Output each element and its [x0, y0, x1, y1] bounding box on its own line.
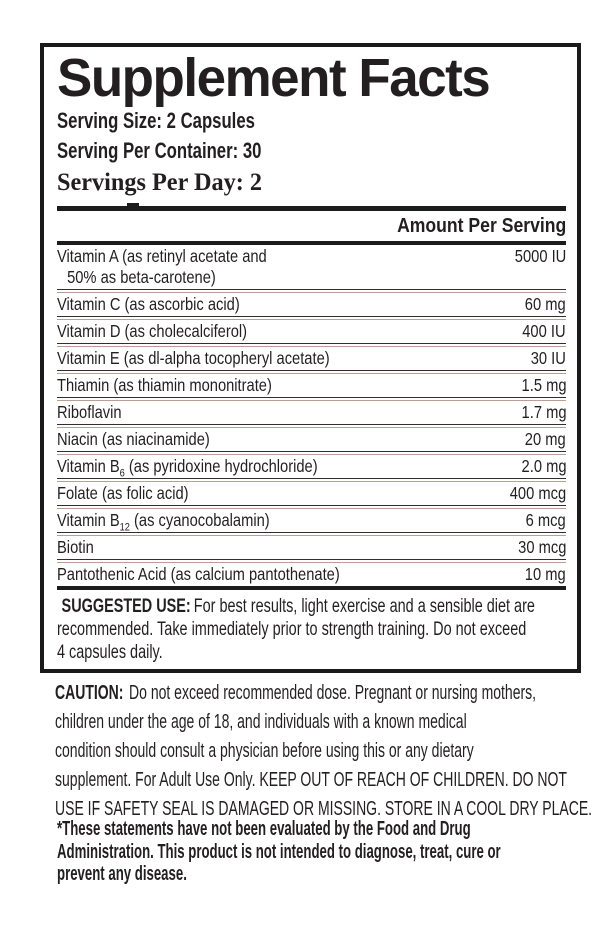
- nutrient-amount: 20 mg: [525, 429, 566, 449]
- table-row: [57, 245, 566, 289]
- nutrient-amount: 2.0 mg: [521, 456, 566, 476]
- text-line: 4 capsules daily.: [57, 642, 163, 663]
- nutrient-name: Thiamin (as thiamin mononitrate): [57, 375, 272, 395]
- nutrient-amount: 30 mcg: [517, 537, 566, 557]
- text-line: supplement. For Adult Use Only. KEEP OUT OF REACH OF CHILDREN. DO NOT: [55, 769, 567, 791]
- suggested-use-paragraph: [57, 595, 566, 664]
- caution-paragraph: [55, 679, 600, 824]
- servings-per-day-text: Servings Per Day: 2: [57, 169, 262, 196]
- nutrient-name: Folate (as folic acid): [57, 483, 189, 503]
- amount-per-serving-text: Amount Per Serving: [396, 215, 566, 237]
- servings-per-container-line: [57, 136, 566, 166]
- nutrient-name: Pantothenic Acid (as calcium pantothenate): [57, 564, 340, 584]
- table-row: [57, 482, 566, 505]
- table-row: [57, 536, 566, 559]
- table-row: [57, 293, 566, 316]
- nutrient-amount: 400 mcg: [509, 483, 566, 503]
- nutrient-name: Vitamin D (as cholecalciferol): [57, 321, 248, 341]
- text-line: children under the age of 18, and individuals with a known medical: [55, 711, 467, 733]
- text-line: *These statements have not been evaluated by the Food and Drug: [57, 818, 471, 840]
- nutrient-name-line2: 50% as beta-carotene): [67, 267, 216, 287]
- table-row: [57, 455, 566, 478]
- text-line: SUGGESTED USE: For best results, light exercise and a sensible diet are: [61, 596, 535, 617]
- table-row: [57, 563, 566, 586]
- vitamin-table: [57, 245, 566, 586]
- text-line: USE IF SAFETY SEAL IS DAMAGED OR MISSING. STORE IN A COOL DRY PLACE.: [55, 798, 593, 820]
- supplement-facts-panel: [40, 43, 581, 673]
- table-row: [57, 401, 566, 424]
- nutrient-amount: 400 IU: [522, 321, 566, 341]
- servings-per-container-text: Serving Per Container: 30: [57, 138, 262, 163]
- table-row: [57, 428, 566, 451]
- table-row: [57, 374, 566, 397]
- nutrient-name: Vitamin $B_{12}$ (as cyanocobalamin): [57, 510, 270, 534]
- nutrient-name: Vitamin $B_6$ (as pyridoxine hydrochloride): [57, 456, 318, 480]
- paragraph-lead-in: SUGGESTED USE:: [61, 596, 191, 617]
- nutrient-name: Niacin (as niacinamide): [57, 429, 210, 449]
- table-row: [57, 320, 566, 343]
- serving-size-line: [57, 106, 566, 136]
- print-artifact-dash: [127, 203, 139, 207]
- text-line: Administration. This product is not intended to diagnose, treat, cure or: [57, 840, 501, 863]
- table-row: [57, 509, 566, 532]
- text-line: prevent any disease.: [57, 863, 187, 885]
- nutrient-amount: 30 IU: [530, 348, 566, 368]
- nutrient-name: Vitamin E (as dl-alpha tocopheryl acetate): [57, 348, 330, 368]
- paragraph-lead-in: CAUTION:: [55, 682, 124, 704]
- table-row: [57, 347, 566, 370]
- nutrient-amount: 6 mcg: [525, 510, 566, 530]
- text-line: condition should consult a physician before using this or any dietary: [55, 740, 474, 762]
- servings-per-day-line: [57, 166, 566, 200]
- text-line: CAUTION: Do not exceed recommended dose. Pregnant or nursing mothers,: [55, 682, 537, 704]
- nutrient-name: Vitamin C (as ascorbic acid): [57, 294, 240, 314]
- nutrient-amount: 1.5 mg: [521, 375, 566, 395]
- nutrient-amount: 5000 IU: [514, 246, 566, 266]
- text-line: recommended. Take immediately prior to strength training. Do not exceed: [57, 619, 527, 640]
- fda-disclaimer-paragraph: [57, 818, 600, 886]
- serving-size-text: Serving Size: 2 Capsules: [57, 108, 255, 133]
- nutrient-name: Vitamin A (as retinyl acetate and 50% as beta-carotene): [57, 246, 267, 287]
- table-rule-bottom: [57, 586, 566, 590]
- nutrient-name: Riboflavin: [57, 402, 122, 422]
- amount-per-serving-header: [57, 211, 566, 241]
- panel-title: Supplement Facts: [57, 48, 490, 108]
- nutrient-amount: 1.7 mg: [521, 402, 566, 422]
- nutrient-amount: 60 mg: [525, 294, 566, 314]
- nutrient-amount: 10 mg: [525, 564, 566, 584]
- nutrient-name: Biotin: [57, 537, 94, 557]
